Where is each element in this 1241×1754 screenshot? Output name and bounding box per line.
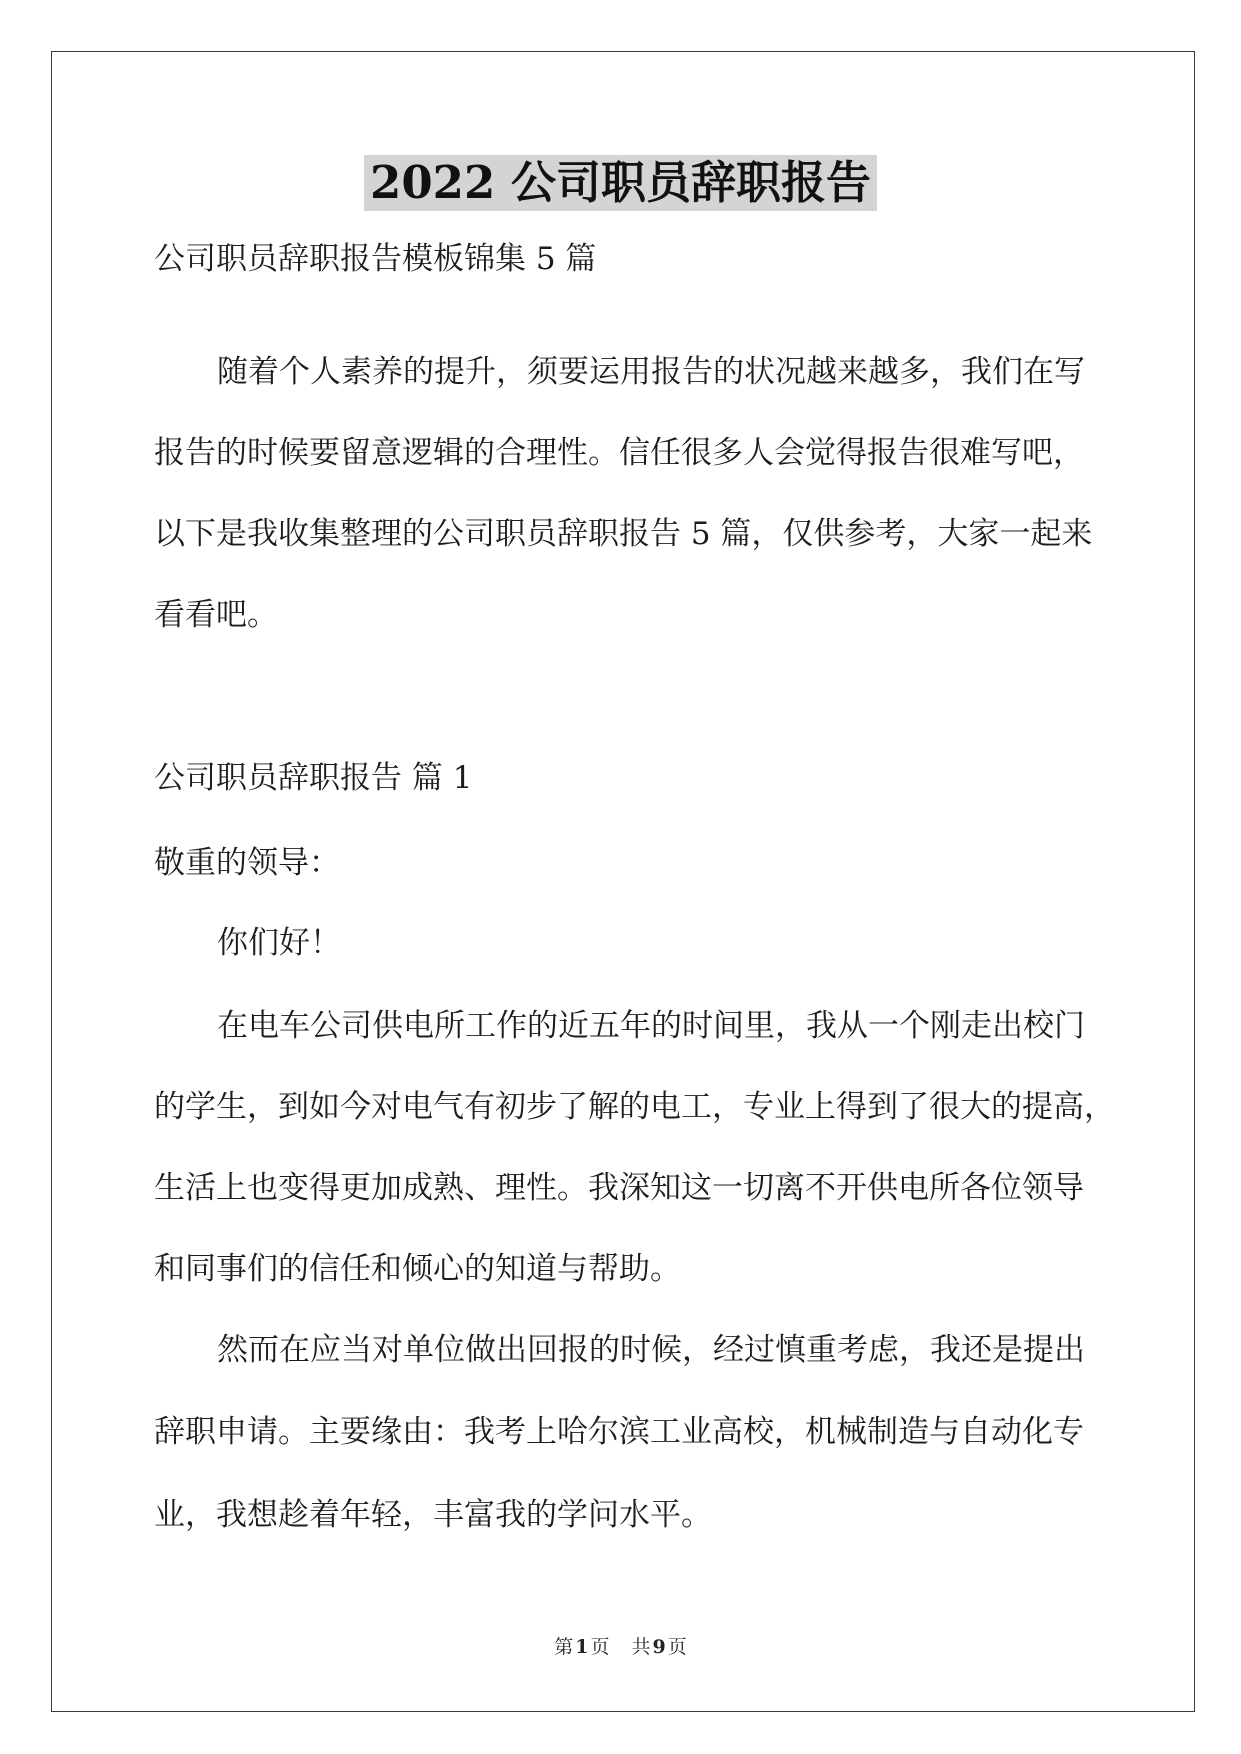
- page-number-suffix: 页: [590, 1636, 610, 1658]
- intro-line: 随着个人素养的提升，须要运用报告的状况越来越多，我们在写: [217, 354, 1085, 390]
- intro-line: 看看吧。: [154, 597, 278, 633]
- document-subtitle: 公司职员辞职报告模板锦集 5 篇: [154, 241, 597, 277]
- paragraph-line: 的学生，到如今对电气有初步了解的电工，专业上得到了很大的提高，: [154, 1089, 1115, 1125]
- paragraph-line: 和同事们的信任和倾心的知道与帮助。: [154, 1251, 681, 1287]
- intro-line: 报告的时候要留意逻辑的合理性。信任很多人会觉得报告很难写吧，: [154, 435, 1084, 471]
- greeting: 你们好！: [217, 925, 341, 961]
- total-pages-number: 9: [652, 1636, 666, 1658]
- title-container: [0, 155, 1241, 211]
- page-number-prefix: 第: [554, 1636, 574, 1658]
- paragraph-line: 生活上也变得更加成熟、理性。我深知这一切离不开供电所各位领导: [154, 1170, 1084, 1206]
- intro-line: 以下是我收集整理的公司职员辞职报告 5 篇，仅供参考，大家一起来: [154, 516, 1093, 552]
- paragraph-line: 辞职申请。主要缘由：我考上哈尔滨工业高校，机械制造与自动化专: [154, 1414, 1084, 1450]
- page-footer: [0, 1635, 1241, 1659]
- total-pages-suffix: 页: [667, 1636, 687, 1658]
- paragraph-line: 业，我想趁着年轻，丰富我的学问水平。: [154, 1497, 712, 1533]
- document-title: 2022 公司职员辞职报告: [364, 155, 877, 211]
- paragraph-line: 然而在应当对单位做出回报的时候，经过慎重考虑，我还是提出: [217, 1332, 1085, 1368]
- total-pages-prefix: 共: [631, 1636, 651, 1658]
- section-heading: 公司职员辞职报告 篇 1: [154, 760, 473, 796]
- salutation: 敬重的领导：: [154, 845, 340, 881]
- paragraph-line: 在电车公司供电所工作的近五年的时间里，我从一个刚走出校门: [217, 1008, 1085, 1044]
- current-page-number: 1: [575, 1636, 589, 1658]
